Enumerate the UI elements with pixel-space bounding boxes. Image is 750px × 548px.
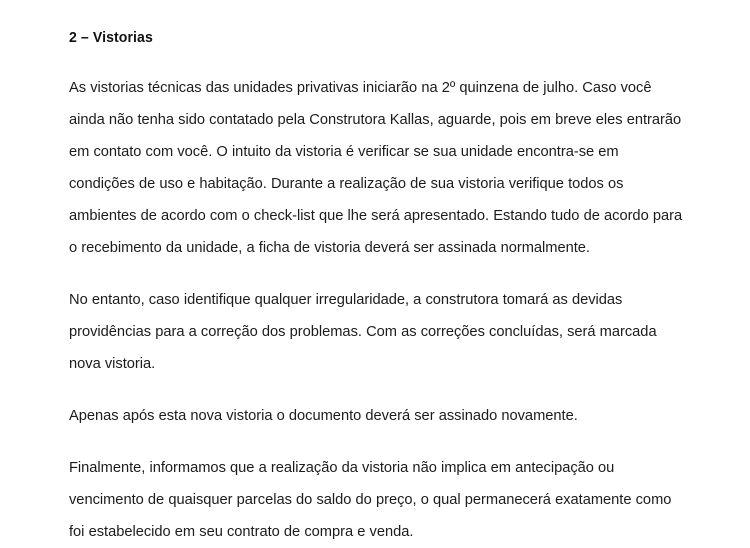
document-content: [69, 26, 685, 548]
paragraph-vistorias-tecnicas: As vistorias técnicas das unidades privativas iniciarão na 2º quinzena de julho. Caso você ainda não tenha sido contatado pela Construtora Kallas, aguarde, pois em breve eles entrarão em contato com você. O intuito da vistoria é verificar se sua unidade encontra-se em condições de uso e habitação. Durante a realização de sua vistoria verifique todos os ambientes de acordo com o check-list que lhe será apresentado. Estando tudo de acordo para o recebimento da unidade, a ficha de vistoria deverá ser assinada normalmente.: [69, 79, 683, 256]
paragraph-nova-vistoria: Apenas após esta nova vistoria o documento deverá ser assinado novamente.: [69, 407, 578, 424]
paragraph-finalmente: Finalmente, informamos que a realização da vistoria não implica em antecipação ou vencimento de quaisquer parcelas do saldo do preço, o qual permanecerá exatamente como foi estabelecido em seu contrato de compra e venda.: [69, 459, 672, 540]
section-heading: 2 – Vistorias: [69, 30, 153, 46]
paragraph-irregularidade: No entanto, caso identifique qualquer irregularidade, a construtora tomará as devidas providências para a correção dos problemas. Com as correções concluídas, será marcada nova vistoria.: [69, 291, 657, 372]
